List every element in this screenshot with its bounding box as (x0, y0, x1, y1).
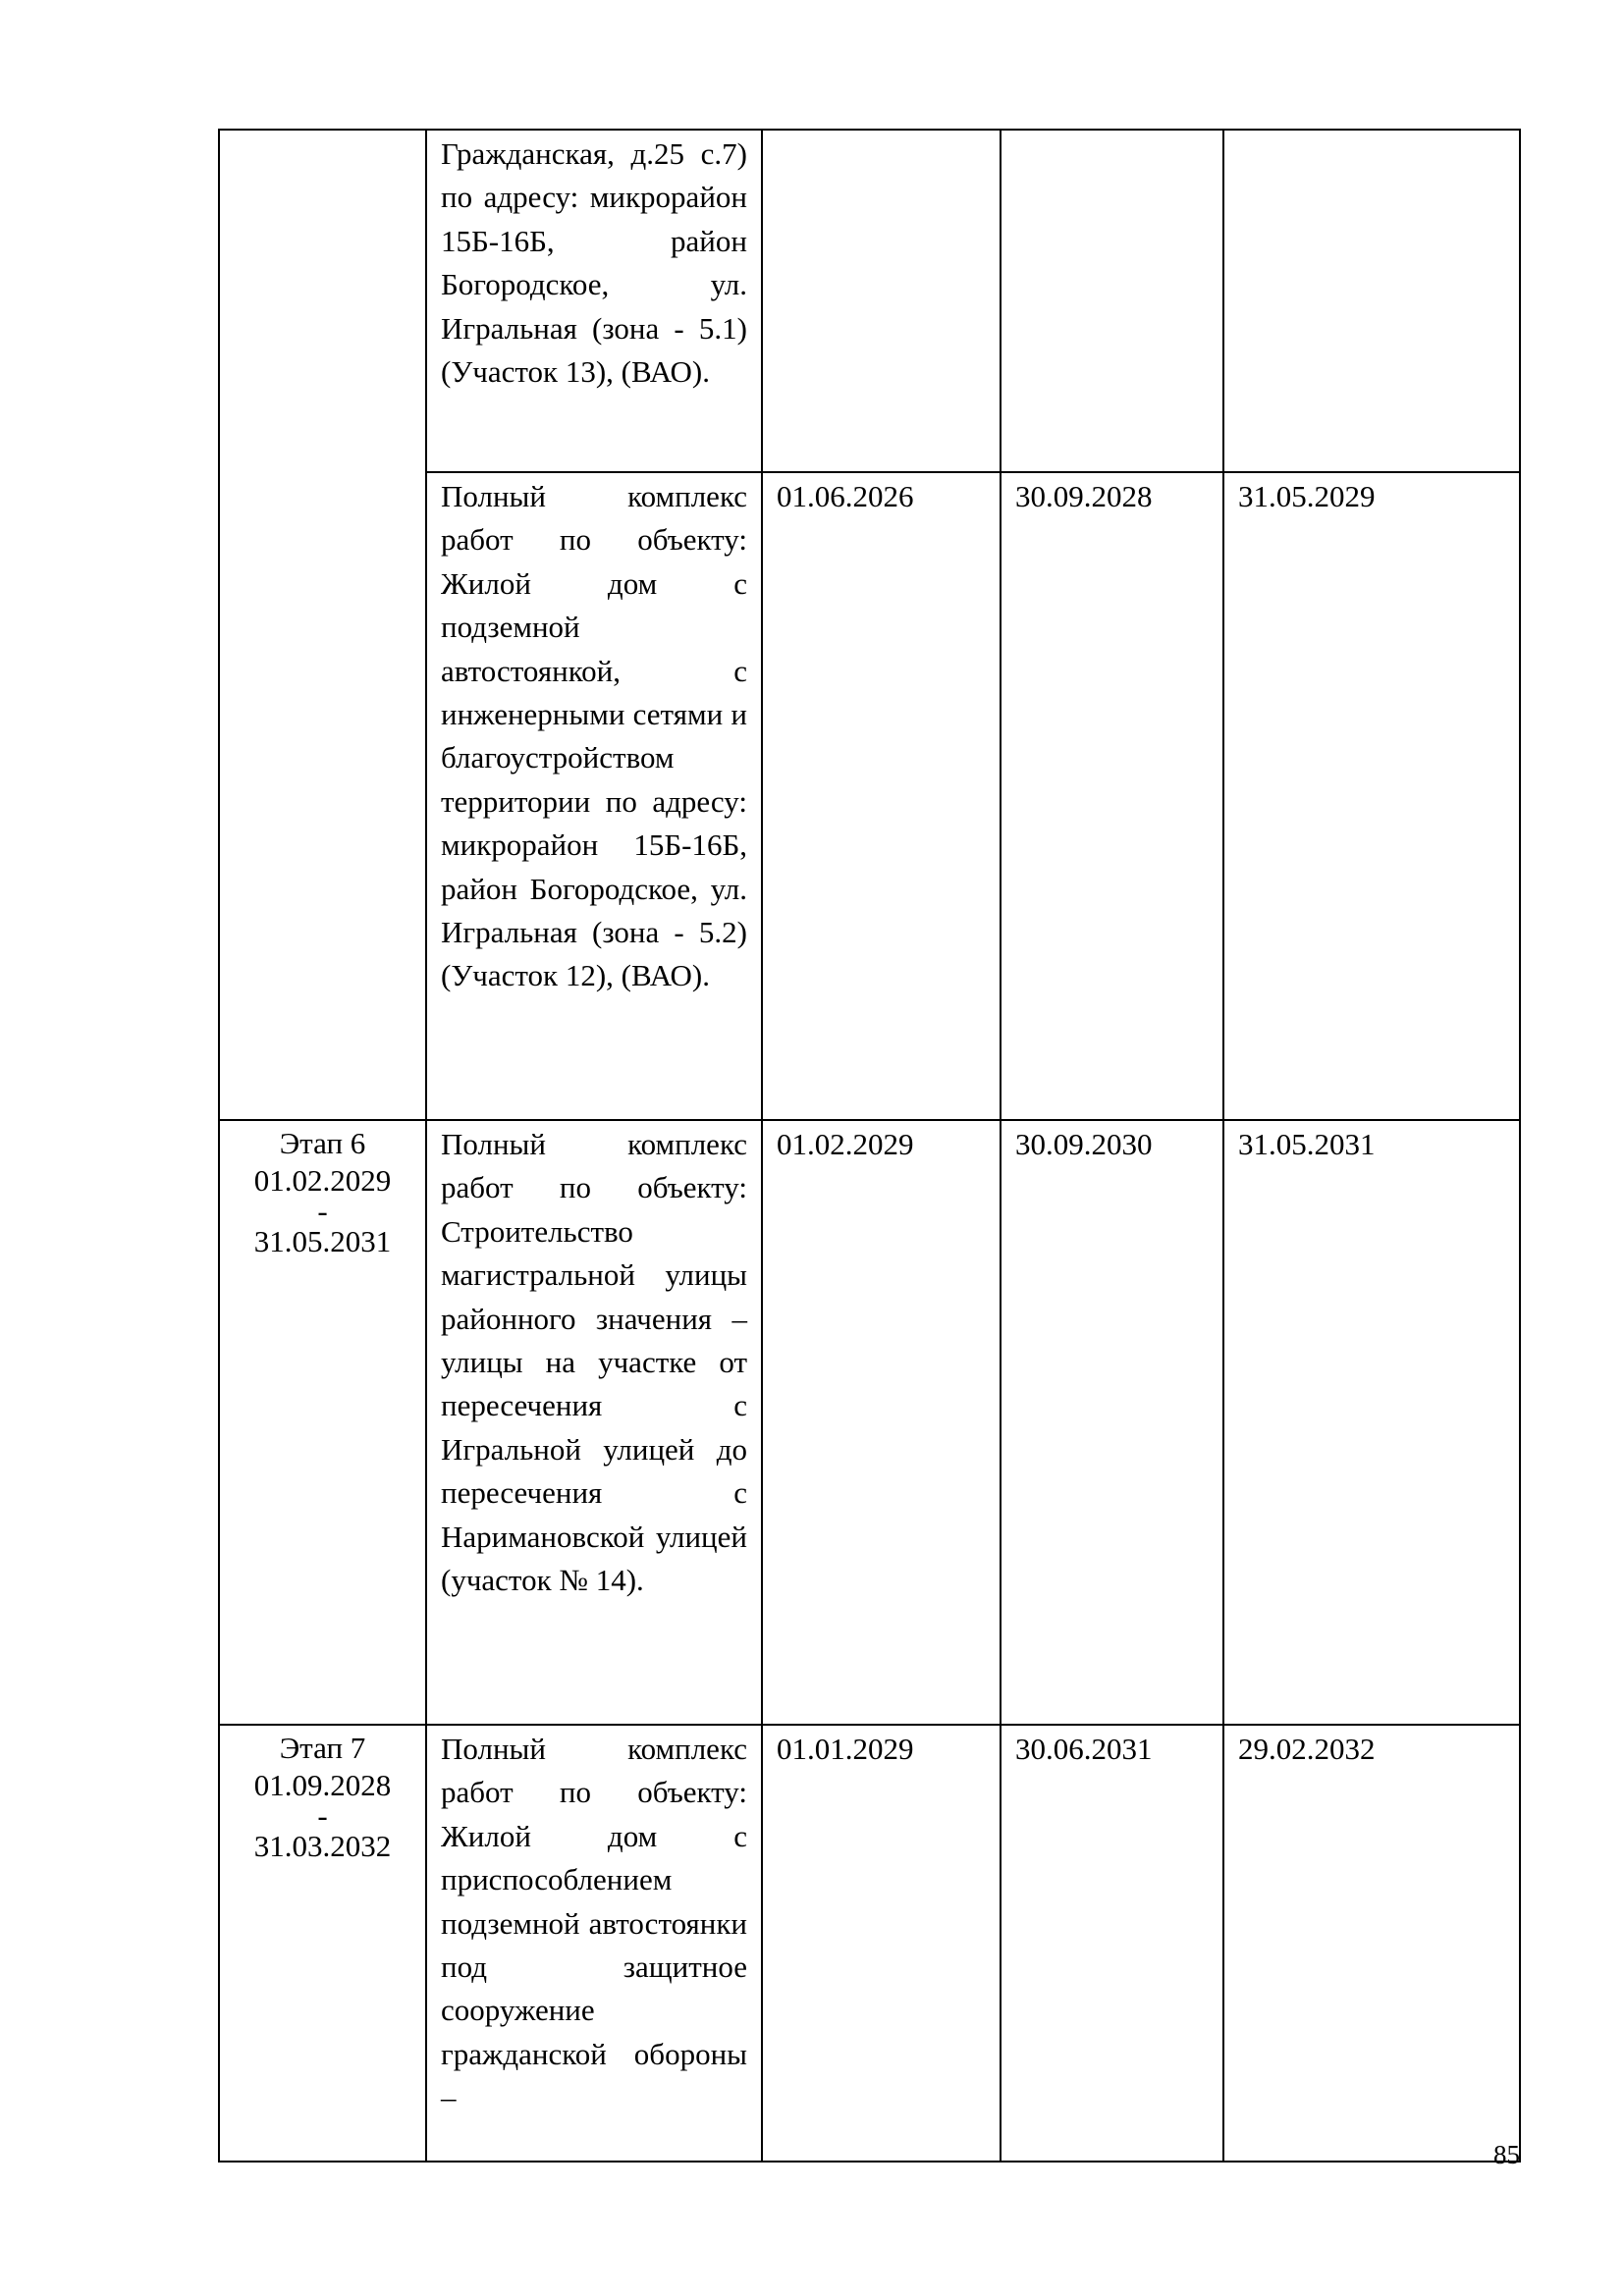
table-row (219, 1120, 1520, 1725)
stage-dash: - (317, 1194, 328, 1228)
work-description: Полный комплекс работ по объекту: Жилой дом с приспособлением подземной автостоянки под защитное сооружение гражданской обороны – (426, 1725, 762, 2162)
date-commission: 29.02.2032 (1223, 1725, 1520, 2162)
stage-cell-empty (219, 130, 426, 1120)
stage-cell (219, 1120, 426, 1725)
date-build-end: 30.09.2030 (1001, 1120, 1223, 1725)
date-commission: 31.05.2031 (1223, 1120, 1520, 1725)
date-start: 01.01.2029 (762, 1725, 1001, 2162)
stage-to: 31.05.2031 (253, 1224, 392, 1258)
date-start: 01.02.2029 (762, 1120, 1001, 1725)
stage-name: Этап 6 (279, 1126, 366, 1160)
date-build-end (1001, 130, 1223, 472)
date-build-end: 30.09.2028 (1001, 472, 1223, 1120)
date-start (762, 130, 1001, 472)
date-commission (1223, 130, 1520, 472)
stage-name: Этап 7 (279, 1731, 366, 1765)
schedule-table (218, 129, 1521, 2163)
stage-dash: - (317, 1798, 328, 1833)
stage-from: 01.02.2029 (253, 1163, 392, 1198)
date-commission: 31.05.2029 (1223, 472, 1520, 1120)
table-row (219, 130, 1520, 472)
stage-from: 01.09.2028 (253, 1768, 392, 1802)
page-number: 85 (1493, 2140, 1520, 2169)
table-row (219, 1725, 1520, 2162)
work-description: Полный комплекс работ по объекту: Строительство магистральной улицы районного значения – улицы на участке от пересечения с Игральной улицей до пересечения с Наримановской улицей (участок № 14). (426, 1120, 762, 1725)
work-description: Полный комплекс работ по объекту: Жилой дом с подземной автостоянкой, с инженерными сетями и благоустройством территории по адресу: микрорайон 15Б-16Б, район Богородское, ул. Игральная (зона - 5.2) (Участок 12), (ВАО). (426, 472, 762, 1120)
work-description: Гражданская, д.25 с.7) по адресу: микрорайон 15Б-16Б, район Богородское, ул. Игральная (зона - 5.1)(Участок 13), (ВАО). (426, 130, 762, 472)
date-start: 01.06.2026 (762, 472, 1001, 1120)
stage-cell (219, 1725, 426, 2162)
date-build-end: 30.06.2031 (1001, 1725, 1223, 2162)
stage-to: 31.03.2032 (253, 1829, 392, 1863)
